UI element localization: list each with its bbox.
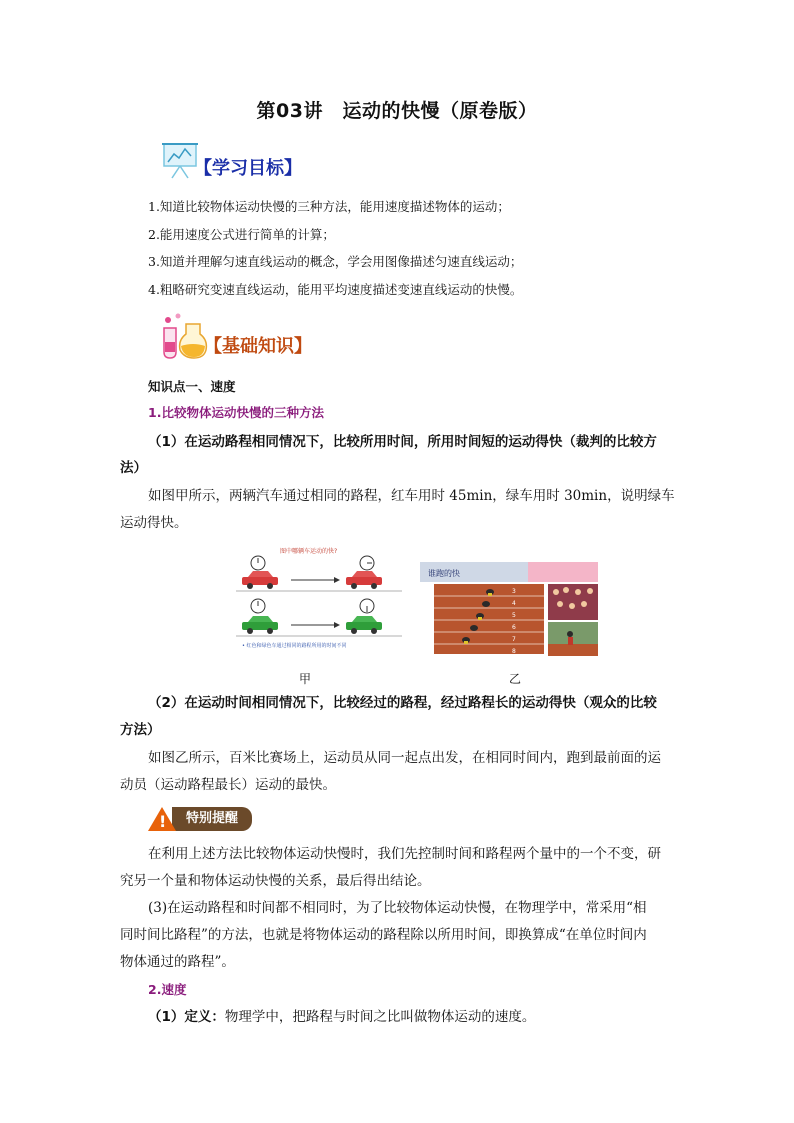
- special-tip-badge: [148, 807, 252, 831]
- goal-item-2: 2.能用速度公式进行简单的计算；: [148, 227, 335, 242]
- method-1-line-2: 法）: [120, 460, 147, 476]
- figure-race: [420, 562, 598, 656]
- lane-8: 8: [512, 648, 516, 655]
- definition-label: （1）定义：: [148, 1009, 225, 1025]
- fig-a-caption: 甲: [299, 672, 312, 686]
- method-2-desc-2: 动员（运动路程最长）运动的最快。: [120, 777, 336, 793]
- method-1-line-1: （1）在运动路程相同情况下，比较所用时间，所用时间短的运动得快（裁判的比较方: [148, 434, 657, 450]
- basics-heading: 【基础知识】: [204, 336, 312, 357]
- knowledge-point-1: 知识点一、速度: [148, 379, 236, 394]
- tip-line-2: 究另一个量和物体运动快慢的关系，最后得出结论。: [120, 873, 431, 889]
- method-2-desc-1: 如图乙所示，百米比赛场上，运动员从同一起点出发，在相同时间内，跑到最前面的运: [148, 750, 661, 766]
- lane-4: 4: [512, 600, 516, 607]
- method-3-line-3: 物体通过的路程”。: [120, 954, 235, 970]
- method-3-line-1: (3)在运动路程和时间都不相同时，为了比较物体运动快慢，在物理学中，常采用“相: [148, 900, 647, 916]
- definition-line: [148, 1011, 535, 1025]
- lane-6: 6: [512, 624, 516, 631]
- lane-5: 5: [512, 612, 516, 619]
- fig-b-caption: 乙: [509, 672, 522, 686]
- method-1-desc-1: 如图甲所示，两辆汽车通过相同的路程，红车用时 45min，绿车用时 30min，说明绿车: [148, 488, 675, 504]
- tip-line-1: 在利用上述方法比较物体运动快慢时，我们先控制时间和路程两个量中的一个不变，研: [148, 846, 661, 862]
- page-title: 第03讲 运动的快慢（原卷版）: [256, 100, 538, 122]
- fig-a-note: • 红色和绿色车通过相同的路程所用的时间不同: [242, 643, 347, 649]
- fig-b-banner: 谁跑的快: [428, 569, 460, 578]
- goal-item-4: 4.粗略研究变速直线运动，能用平均速度描述变速直线运动的快慢。: [148, 282, 523, 297]
- method-1-desc-2: 运动得快。: [120, 515, 188, 531]
- warning-icon: !: [148, 807, 176, 831]
- fig-a-question: 图中哪辆车运动的快?: [280, 548, 338, 555]
- goals-header: [158, 140, 302, 180]
- method-2-line-2: 方法）: [120, 722, 161, 738]
- cars-illustration: [236, 544, 402, 652]
- lane-7: 7: [512, 636, 516, 643]
- figure-cars: [236, 544, 402, 652]
- goal-item-3: 3.知道并理解匀速直线运动的概念，学会用图像描述匀速直线运动；: [148, 254, 523, 269]
- subheading-methods: 1.比较物体运动快慢的三种方法: [148, 405, 324, 420]
- flask-icon: [158, 312, 208, 360]
- basics-header: [158, 312, 312, 360]
- method-3-line-2: 同时间比路程”的方法，也就是将物体运动的路程除以所用时间，即换算成“在单位时间内: [120, 927, 647, 943]
- method-2-line-1: （2）在运动时间相同情况下，比较经过的路程，经过路程长的运动得快（观众的比较: [148, 695, 657, 711]
- race-photo: [420, 562, 598, 656]
- goals-heading: 【学习目标】: [194, 158, 302, 179]
- special-tip-label: 特别提醒: [172, 807, 252, 831]
- definition-text: 物理学中，把路程与时间之比叫做物体运动的速度。: [224, 1009, 536, 1025]
- goal-item-1: 1.知道比较物体运动快慢的三种方法，能用速度描述物体的运动；: [148, 199, 510, 214]
- subheading-speed: 2.速度: [148, 982, 187, 997]
- lane-3: 3: [512, 588, 516, 595]
